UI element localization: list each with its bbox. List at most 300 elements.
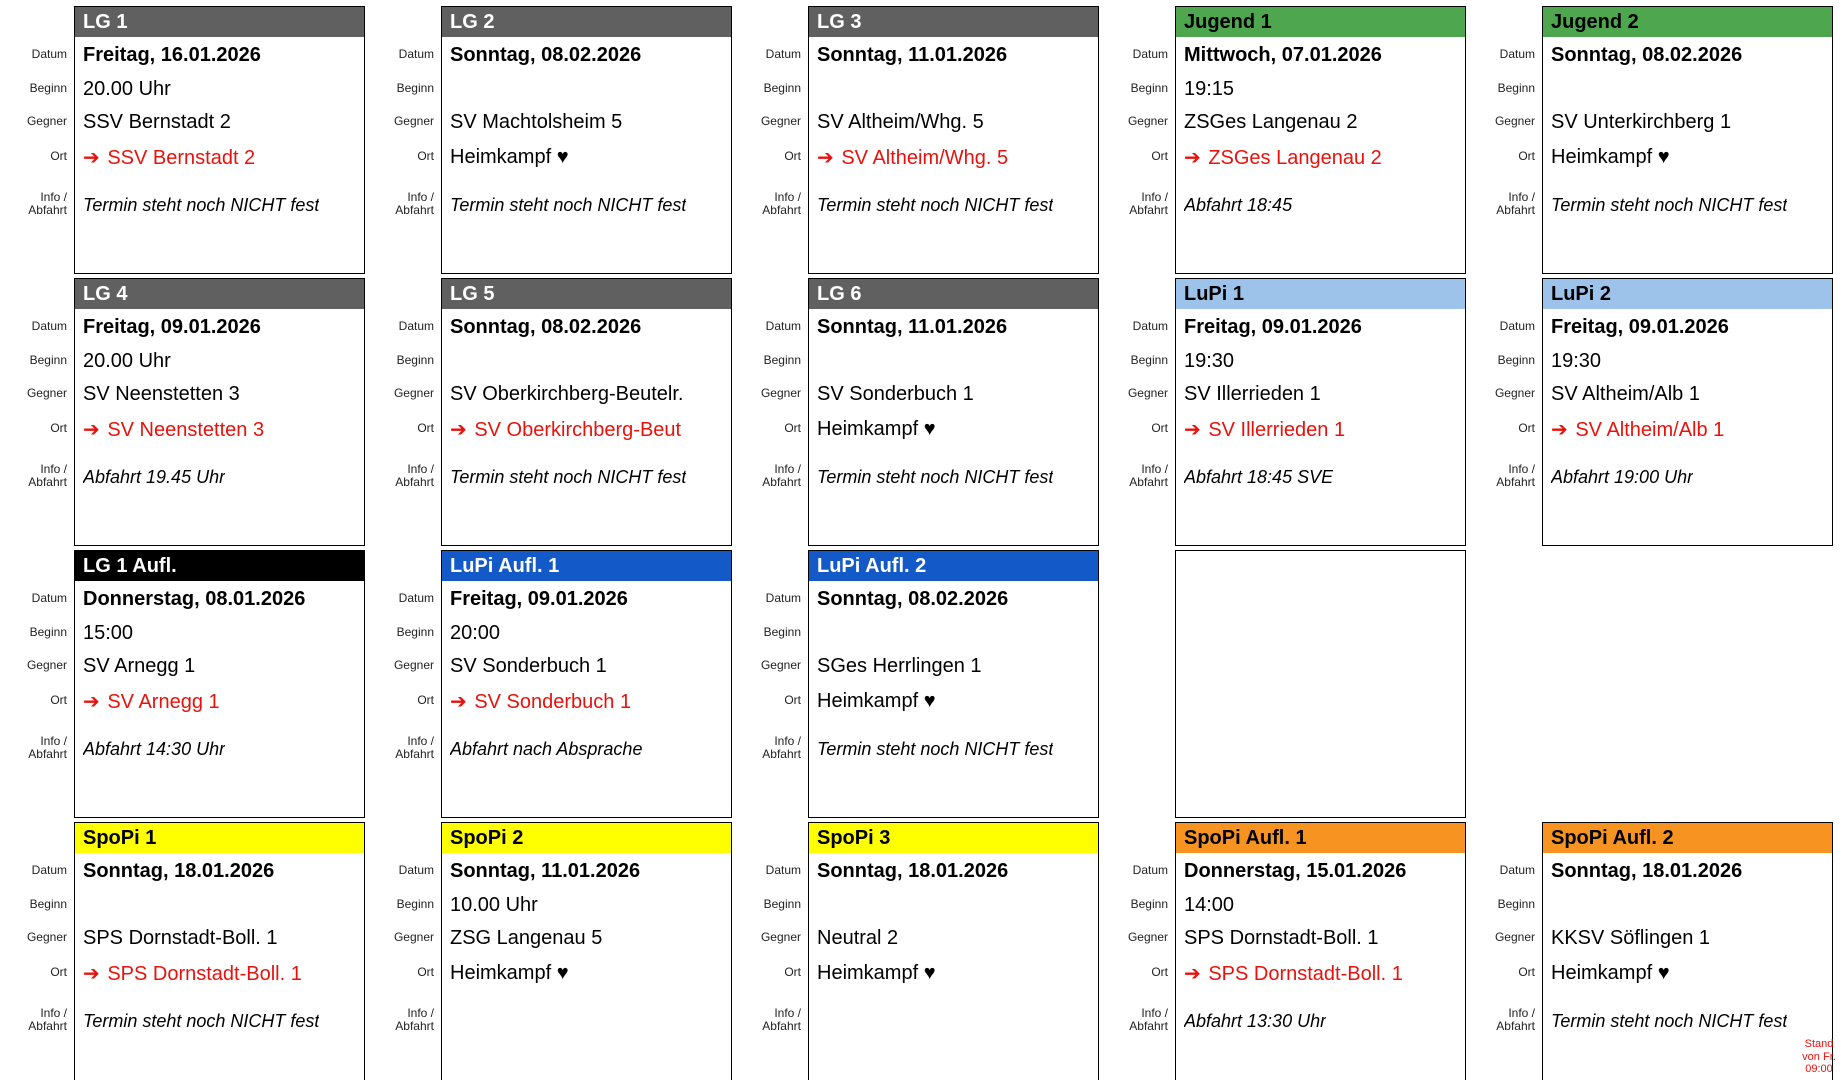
beginn-value: 10.00 Uhr xyxy=(450,894,538,916)
datum-value: Freitag, 09.01.2026 xyxy=(1551,315,1729,338)
label-datum: Datum xyxy=(1132,862,1168,877)
field-labels xyxy=(6,580,72,778)
label-ort: Ort xyxy=(1151,964,1168,979)
label-ort: Ort xyxy=(1518,420,1535,435)
field-labels xyxy=(373,36,439,234)
datum-value: Freitag, 09.01.2026 xyxy=(1184,315,1362,338)
gegner-row xyxy=(442,650,731,683)
card-title: LuPi Aufl. 2 xyxy=(809,551,1098,581)
label-beginn: Beginn xyxy=(1130,897,1168,912)
match-card[interactable] xyxy=(441,550,732,818)
beginn-row xyxy=(1543,889,1832,922)
label-beginn: Beginn xyxy=(763,897,801,912)
card-fields xyxy=(1176,853,1465,1051)
gegner-value: SV Unterkirchberg 1 xyxy=(1551,111,1732,133)
arrow-right-icon: ➔ xyxy=(450,690,467,713)
label-beginn: Beginn xyxy=(396,897,434,912)
label-ort: Ort xyxy=(50,420,67,435)
beginn-row xyxy=(75,73,364,106)
gegner-row xyxy=(75,650,364,683)
datum-value: Sonntag, 11.01.2026 xyxy=(817,43,1008,66)
beginn-row xyxy=(442,345,731,378)
ort-value: ➔ SV Oberkirchberg-Beut xyxy=(450,418,682,441)
label-beginn: Beginn xyxy=(29,81,67,96)
label-beginn: Beginn xyxy=(29,897,67,912)
label-beginn: Beginn xyxy=(763,81,801,96)
arrow-right-icon: ➔ xyxy=(817,146,834,169)
ort-row xyxy=(75,411,364,447)
gegner-row xyxy=(1543,378,1832,411)
field-labels xyxy=(6,852,72,1050)
label-datum: Datum xyxy=(1499,862,1535,877)
label-ort: Ort xyxy=(784,420,801,435)
label-datum: Datum xyxy=(765,318,801,333)
gegner-row xyxy=(75,378,364,411)
label-datum: Datum xyxy=(1132,318,1168,333)
label-datum: Datum xyxy=(1132,46,1168,61)
label-datum: Datum xyxy=(765,862,801,877)
stand-note xyxy=(1797,1038,1841,1076)
match-card-slot xyxy=(373,6,734,274)
label-ort: Ort xyxy=(784,148,801,163)
card-title: LuPi Aufl. 1 xyxy=(442,551,731,581)
beginn-row xyxy=(809,73,1098,106)
match-card[interactable] xyxy=(74,822,365,1080)
beginn-row xyxy=(1176,889,1465,922)
datum-value: Freitag, 16.01.2026 xyxy=(83,43,261,66)
beginn-row xyxy=(1543,73,1832,106)
field-labels xyxy=(1474,36,1540,234)
beginn-value: 20.00 Uhr xyxy=(83,350,171,372)
label-info-abfahrt: Info / Abfahrt xyxy=(28,1006,67,1033)
ort-row xyxy=(809,411,1098,447)
match-card[interactable] xyxy=(808,6,1099,274)
card-fields xyxy=(809,37,1098,235)
match-card[interactable] xyxy=(1175,6,1466,274)
card-title: SpoPi 1 xyxy=(75,823,364,853)
label-gegner: Gegner xyxy=(760,658,801,673)
match-card[interactable] xyxy=(74,6,365,274)
card-fields xyxy=(1543,37,1832,235)
info-abfahrt-value: Abfahrt 18:45 SVE xyxy=(1184,466,1334,487)
ort-value: ➔ SV Neenstetten 3 xyxy=(83,418,265,441)
label-gegner: Gegner xyxy=(393,658,434,673)
arrow-right-icon: ➔ xyxy=(1551,418,1568,441)
gegner-row xyxy=(1543,106,1832,139)
ort-row xyxy=(1543,955,1832,991)
match-card[interactable] xyxy=(74,278,365,546)
arrow-right-icon: ➔ xyxy=(83,962,100,985)
beginn-value: 19:15 xyxy=(1184,78,1235,100)
label-gegner: Gegner xyxy=(1494,114,1535,129)
datum-row xyxy=(1176,37,1465,73)
card-fields xyxy=(442,309,731,507)
gegner-value: SV Altheim/Whg. 5 xyxy=(817,111,984,133)
card-fields xyxy=(809,853,1098,1051)
field-labels xyxy=(1474,308,1540,506)
match-card-slot xyxy=(1107,278,1468,546)
ort-row xyxy=(75,139,364,175)
gegner-value: SV Machtolsheim 5 xyxy=(450,111,623,133)
label-beginn: Beginn xyxy=(396,625,434,640)
info-abfahrt-row xyxy=(1543,991,1832,1051)
datum-value: Sonntag, 08.02.2026 xyxy=(817,587,1009,610)
datum-row xyxy=(442,853,731,889)
info-abfahrt-value: Abfahrt 13:30 Uhr xyxy=(1184,1010,1327,1031)
ort-value: ➔ SV Sonderbuch 1 xyxy=(450,690,632,713)
beginn-row xyxy=(75,617,364,650)
ort-row xyxy=(75,683,364,719)
match-card-slot xyxy=(740,550,1101,818)
gegner-value: KKSV Söflingen 1 xyxy=(1551,927,1710,949)
beginn-row xyxy=(75,889,364,922)
datum-row xyxy=(442,581,731,617)
ort-row xyxy=(809,139,1098,175)
beginn-row xyxy=(809,617,1098,650)
ort-value: Heimkampf ♥ xyxy=(1551,145,1670,168)
beginn-row xyxy=(1176,345,1465,378)
beginn-value: 19:30 xyxy=(1551,350,1602,372)
datum-row xyxy=(75,309,364,345)
field-labels xyxy=(6,36,72,234)
card-title: LG 1 xyxy=(75,7,364,37)
datum-value: Sonntag, 11.01.2026 xyxy=(450,859,641,882)
arrow-right-icon: ➔ xyxy=(1184,418,1201,441)
gegner-value: SV Neenstetten 3 xyxy=(83,383,240,405)
match-card-slot xyxy=(1107,6,1468,274)
card-title: LuPi 1 xyxy=(1176,279,1465,309)
gegner-value: SV Illerrieden 1 xyxy=(1184,383,1321,405)
match-card[interactable] xyxy=(441,822,732,1080)
match-card[interactable] xyxy=(808,278,1099,546)
label-datum: Datum xyxy=(398,590,434,605)
gegner-value: SV Sonderbuch 1 xyxy=(817,383,974,405)
info-abfahrt-row xyxy=(75,991,364,1051)
gegner-row xyxy=(442,378,731,411)
card-fields xyxy=(1176,37,1465,235)
gegner-row xyxy=(809,378,1098,411)
info-abfahrt-row xyxy=(1176,175,1465,235)
label-ort: Ort xyxy=(1518,148,1535,163)
match-card-slot xyxy=(6,822,367,1080)
beginn-row xyxy=(75,345,364,378)
beginn-row xyxy=(1543,345,1832,378)
info-abfahrt-value: Termin steht noch NICHT fest xyxy=(450,466,687,487)
label-ort: Ort xyxy=(784,964,801,979)
field-labels xyxy=(740,308,806,506)
match-card-slot xyxy=(373,822,734,1080)
card-title: LG 5 xyxy=(442,279,731,309)
gegner-row xyxy=(809,922,1098,955)
gegner-value: SSV Bernstadt 2 xyxy=(83,111,231,133)
info-abfahrt-row xyxy=(75,447,364,507)
beginn-value: 20:00 xyxy=(450,622,501,644)
datum-value: Sonntag, 08.02.2026 xyxy=(450,315,642,338)
arrow-right-icon: ➔ xyxy=(83,690,100,713)
ort-row xyxy=(1176,411,1465,447)
card-fields xyxy=(1543,853,1832,1051)
match-card-slot xyxy=(740,278,1101,546)
gegner-value: Neutral 2 xyxy=(817,927,899,949)
gegner-value: SPS Dornstadt-Boll. 1 xyxy=(1184,927,1379,949)
field-labels xyxy=(740,36,806,234)
label-datum: Datum xyxy=(31,862,67,877)
card-fields xyxy=(442,37,731,235)
match-card-slot xyxy=(1474,278,1835,546)
ort-row xyxy=(809,683,1098,719)
label-gegner: Gegner xyxy=(1494,386,1535,401)
ort-value: Heimkampf ♥ xyxy=(817,961,936,984)
field-labels xyxy=(740,580,806,778)
label-datum: Datum xyxy=(1499,318,1535,333)
datum-row xyxy=(1543,853,1832,889)
card-title: LuPi 2 xyxy=(1543,279,1832,309)
match-card-slot xyxy=(6,550,367,818)
datum-value: Sonntag, 11.01.2026 xyxy=(817,315,1008,338)
info-abfahrt-row xyxy=(1176,447,1465,507)
gegner-value: SV Altheim/Alb 1 xyxy=(1551,383,1700,405)
card-fields xyxy=(809,581,1098,779)
label-beginn: Beginn xyxy=(763,625,801,640)
gegner-row xyxy=(442,106,731,139)
ort-row xyxy=(442,955,731,991)
label-beginn: Beginn xyxy=(1130,353,1168,368)
arrow-right-icon: ➔ xyxy=(83,146,100,169)
datum-row xyxy=(75,581,364,617)
arrow-right-icon: ➔ xyxy=(450,418,467,441)
label-ort: Ort xyxy=(50,148,67,163)
gegner-value: ZSG Langenau 5 xyxy=(450,927,603,949)
label-info-abfahrt: Info / Abfahrt xyxy=(395,462,434,489)
info-abfahrt-value: Abfahrt nach Absprache xyxy=(450,738,643,759)
field-labels xyxy=(1107,308,1173,506)
info-abfahrt-row xyxy=(1543,175,1832,235)
info-abfahrt-value: Termin steht noch NICHT fest xyxy=(83,194,320,215)
info-abfahrt-row xyxy=(442,719,731,779)
match-card[interactable] xyxy=(441,278,732,546)
datum-value: Donnerstag, 08.01.2026 xyxy=(83,587,306,610)
field-labels xyxy=(373,308,439,506)
match-card[interactable] xyxy=(1175,822,1466,1080)
gegner-value: SPS Dornstadt-Boll. 1 xyxy=(83,927,278,949)
label-info-abfahrt: Info / Abfahrt xyxy=(28,462,67,489)
label-datum: Datum xyxy=(31,318,67,333)
info-abfahrt-value: Termin steht noch NICHT fest xyxy=(817,738,1054,759)
label-ort: Ort xyxy=(784,692,801,707)
ort-row xyxy=(1543,411,1832,447)
beginn-value: 15:00 xyxy=(83,622,134,644)
beginn-row xyxy=(1176,73,1465,106)
datum-row xyxy=(1176,853,1465,889)
card-title: LG 6 xyxy=(809,279,1098,309)
label-datum: Datum xyxy=(765,46,801,61)
beginn-row xyxy=(809,345,1098,378)
card-fields xyxy=(809,309,1098,507)
datum-row xyxy=(1543,37,1832,73)
field-labels xyxy=(373,580,439,778)
label-ort: Ort xyxy=(417,964,434,979)
label-ort: Ort xyxy=(417,420,434,435)
ort-value: Heimkampf ♥ xyxy=(450,961,569,984)
card-fields xyxy=(75,581,364,779)
label-info-abfahrt: Info / Abfahrt xyxy=(1496,1006,1535,1033)
card-title: LG 3 xyxy=(809,7,1098,37)
card-title: LG 2 xyxy=(442,7,731,37)
datum-row xyxy=(75,37,364,73)
label-beginn: Beginn xyxy=(1497,353,1535,368)
ort-value: ➔ SV Altheim/Whg. 5 xyxy=(817,146,1009,169)
card-title: Jugend 1 xyxy=(1176,7,1465,37)
label-beginn: Beginn xyxy=(1497,897,1535,912)
gegner-row xyxy=(809,106,1098,139)
ort-row xyxy=(75,955,364,991)
info-abfahrt-row xyxy=(1176,991,1465,1051)
ort-row xyxy=(1176,955,1465,991)
match-card[interactable] xyxy=(1542,278,1833,546)
match-card[interactable] xyxy=(441,6,732,274)
card-fields xyxy=(1176,309,1465,507)
gegner-value: ZSGes Langenau 2 xyxy=(1184,111,1358,133)
info-abfahrt-value: Termin steht noch NICHT fest xyxy=(83,1010,320,1031)
card-title: SpoPi 3 xyxy=(809,823,1098,853)
match-card-slot xyxy=(373,278,734,546)
label-beginn: Beginn xyxy=(1130,81,1168,96)
datum-value: Freitag, 09.01.2026 xyxy=(450,587,628,610)
match-card-slot xyxy=(1474,6,1835,274)
ort-value: ➔ SSV Bernstadt 2 xyxy=(83,146,256,169)
info-abfahrt-row xyxy=(809,719,1098,779)
field-labels xyxy=(1474,852,1540,1050)
ort-value: ➔ SPS Dornstadt-Boll. 1 xyxy=(83,962,302,985)
info-abfahrt-row xyxy=(809,175,1098,235)
stand-line-2: von xyxy=(1802,1050,1820,1063)
ort-row xyxy=(442,139,731,175)
label-info-abfahrt: Info / Abfahrt xyxy=(762,190,801,217)
label-ort: Ort xyxy=(50,692,67,707)
ort-row xyxy=(442,683,731,719)
ort-row xyxy=(1176,139,1465,175)
label-gegner: Gegner xyxy=(393,114,434,129)
match-card-slot xyxy=(740,6,1101,274)
field-labels xyxy=(6,308,72,506)
label-beginn: Beginn xyxy=(29,625,67,640)
card-fields xyxy=(1543,309,1832,507)
beginn-row xyxy=(442,73,731,106)
label-gegner: Gegner xyxy=(1494,930,1535,945)
datum-row xyxy=(442,309,731,345)
label-info-abfahrt: Info / Abfahrt xyxy=(1496,462,1535,489)
label-info-abfahrt: Info / Abfahrt xyxy=(762,1006,801,1033)
card-fields xyxy=(442,853,731,1051)
gegner-row xyxy=(1176,106,1465,139)
label-gegner: Gegner xyxy=(760,114,801,129)
label-ort: Ort xyxy=(1151,148,1168,163)
label-datum: Datum xyxy=(31,590,67,605)
ort-value: Heimkampf ♥ xyxy=(450,145,569,168)
datum-row xyxy=(809,309,1098,345)
info-abfahrt-row xyxy=(442,447,731,507)
label-info-abfahrt: Info / Abfahrt xyxy=(1496,190,1535,217)
info-abfahrt-value: Termin steht noch NICHT fest xyxy=(450,194,687,215)
ort-value: ➔ SPS Dornstadt-Boll. 1 xyxy=(1184,962,1403,985)
label-info-abfahrt: Info / Abfahrt xyxy=(762,462,801,489)
card-title: SpoPi 2 xyxy=(442,823,731,853)
label-info-abfahrt: Info / Abfahrt xyxy=(1129,190,1168,217)
label-gegner: Gegner xyxy=(393,930,434,945)
label-gegner: Gegner xyxy=(1127,114,1168,129)
label-gegner: Gegner xyxy=(760,930,801,945)
match-card-slot xyxy=(373,550,734,818)
info-abfahrt-row xyxy=(809,991,1098,1051)
match-card[interactable] xyxy=(808,822,1099,1080)
match-card[interactable] xyxy=(808,550,1099,818)
info-abfahrt-row xyxy=(75,175,364,235)
gegner-row xyxy=(75,106,364,139)
label-gegner: Gegner xyxy=(26,658,67,673)
info-abfahrt-row xyxy=(1543,447,1832,507)
card-title: SpoPi Aufl. 2 xyxy=(1543,823,1832,853)
label-beginn: Beginn xyxy=(1497,81,1535,96)
gegner-row xyxy=(442,922,731,955)
gegner-row xyxy=(1543,922,1832,955)
ort-row xyxy=(809,955,1098,991)
match-card-slot xyxy=(6,278,367,546)
label-beginn: Beginn xyxy=(763,353,801,368)
match-card[interactable] xyxy=(1175,278,1466,546)
card-fields xyxy=(75,309,364,507)
match-card[interactable] xyxy=(1542,822,1833,1080)
ort-value: ➔ SV Altheim/Alb 1 xyxy=(1551,418,1725,441)
ort-value: Heimkampf ♥ xyxy=(817,689,936,712)
stand-line-4: 09:00 xyxy=(1805,1063,1833,1076)
info-abfahrt-row xyxy=(442,991,731,1051)
ort-value: ➔ ZSGes Langenau 2 xyxy=(1184,146,1382,169)
card-title: SpoPi Aufl. 1 xyxy=(1176,823,1465,853)
info-abfahrt-value: Abfahrt 14:30 Uhr xyxy=(83,738,226,759)
label-info-abfahrt: Info / Abfahrt xyxy=(1129,462,1168,489)
field-labels xyxy=(1107,36,1173,234)
label-gegner: Gegner xyxy=(1127,386,1168,401)
datum-value: Sonntag, 18.01.2026 xyxy=(1551,859,1743,882)
label-gegner: Gegner xyxy=(26,930,67,945)
label-info-abfahrt: Info / Abfahrt xyxy=(1129,1006,1168,1033)
match-card-slot xyxy=(1474,822,1835,1080)
info-abfahrt-value: Termin steht noch NICHT fest xyxy=(817,194,1054,215)
info-abfahrt-value: Abfahrt 19:00 Uhr xyxy=(1551,466,1694,487)
match-card[interactable] xyxy=(74,550,365,818)
gegner-row xyxy=(1176,378,1465,411)
gegner-value: SV Oberkirchberg-Beutelr. xyxy=(450,383,684,405)
info-abfahrt-row xyxy=(75,719,364,779)
field-labels xyxy=(1107,852,1173,1050)
label-info-abfahrt: Info / Abfahrt xyxy=(28,734,67,761)
match-card[interactable] xyxy=(1542,6,1833,274)
label-ort: Ort xyxy=(1151,420,1168,435)
gegner-row xyxy=(809,650,1098,683)
label-info-abfahrt: Info / Abfahrt xyxy=(395,190,434,217)
match-card-slot xyxy=(1107,822,1468,1080)
label-beginn: Beginn xyxy=(396,81,434,96)
info-abfahrt-value: Termin steht noch NICHT fest xyxy=(1551,1010,1788,1031)
label-ort: Ort xyxy=(417,692,434,707)
card-title: LG 1 Aufl. xyxy=(75,551,364,581)
field-labels xyxy=(373,852,439,1050)
info-abfahrt-row xyxy=(442,175,731,235)
label-ort: Ort xyxy=(417,148,434,163)
match-card-slot xyxy=(1474,550,1835,818)
datum-row xyxy=(809,37,1098,73)
card-fields xyxy=(442,581,731,779)
